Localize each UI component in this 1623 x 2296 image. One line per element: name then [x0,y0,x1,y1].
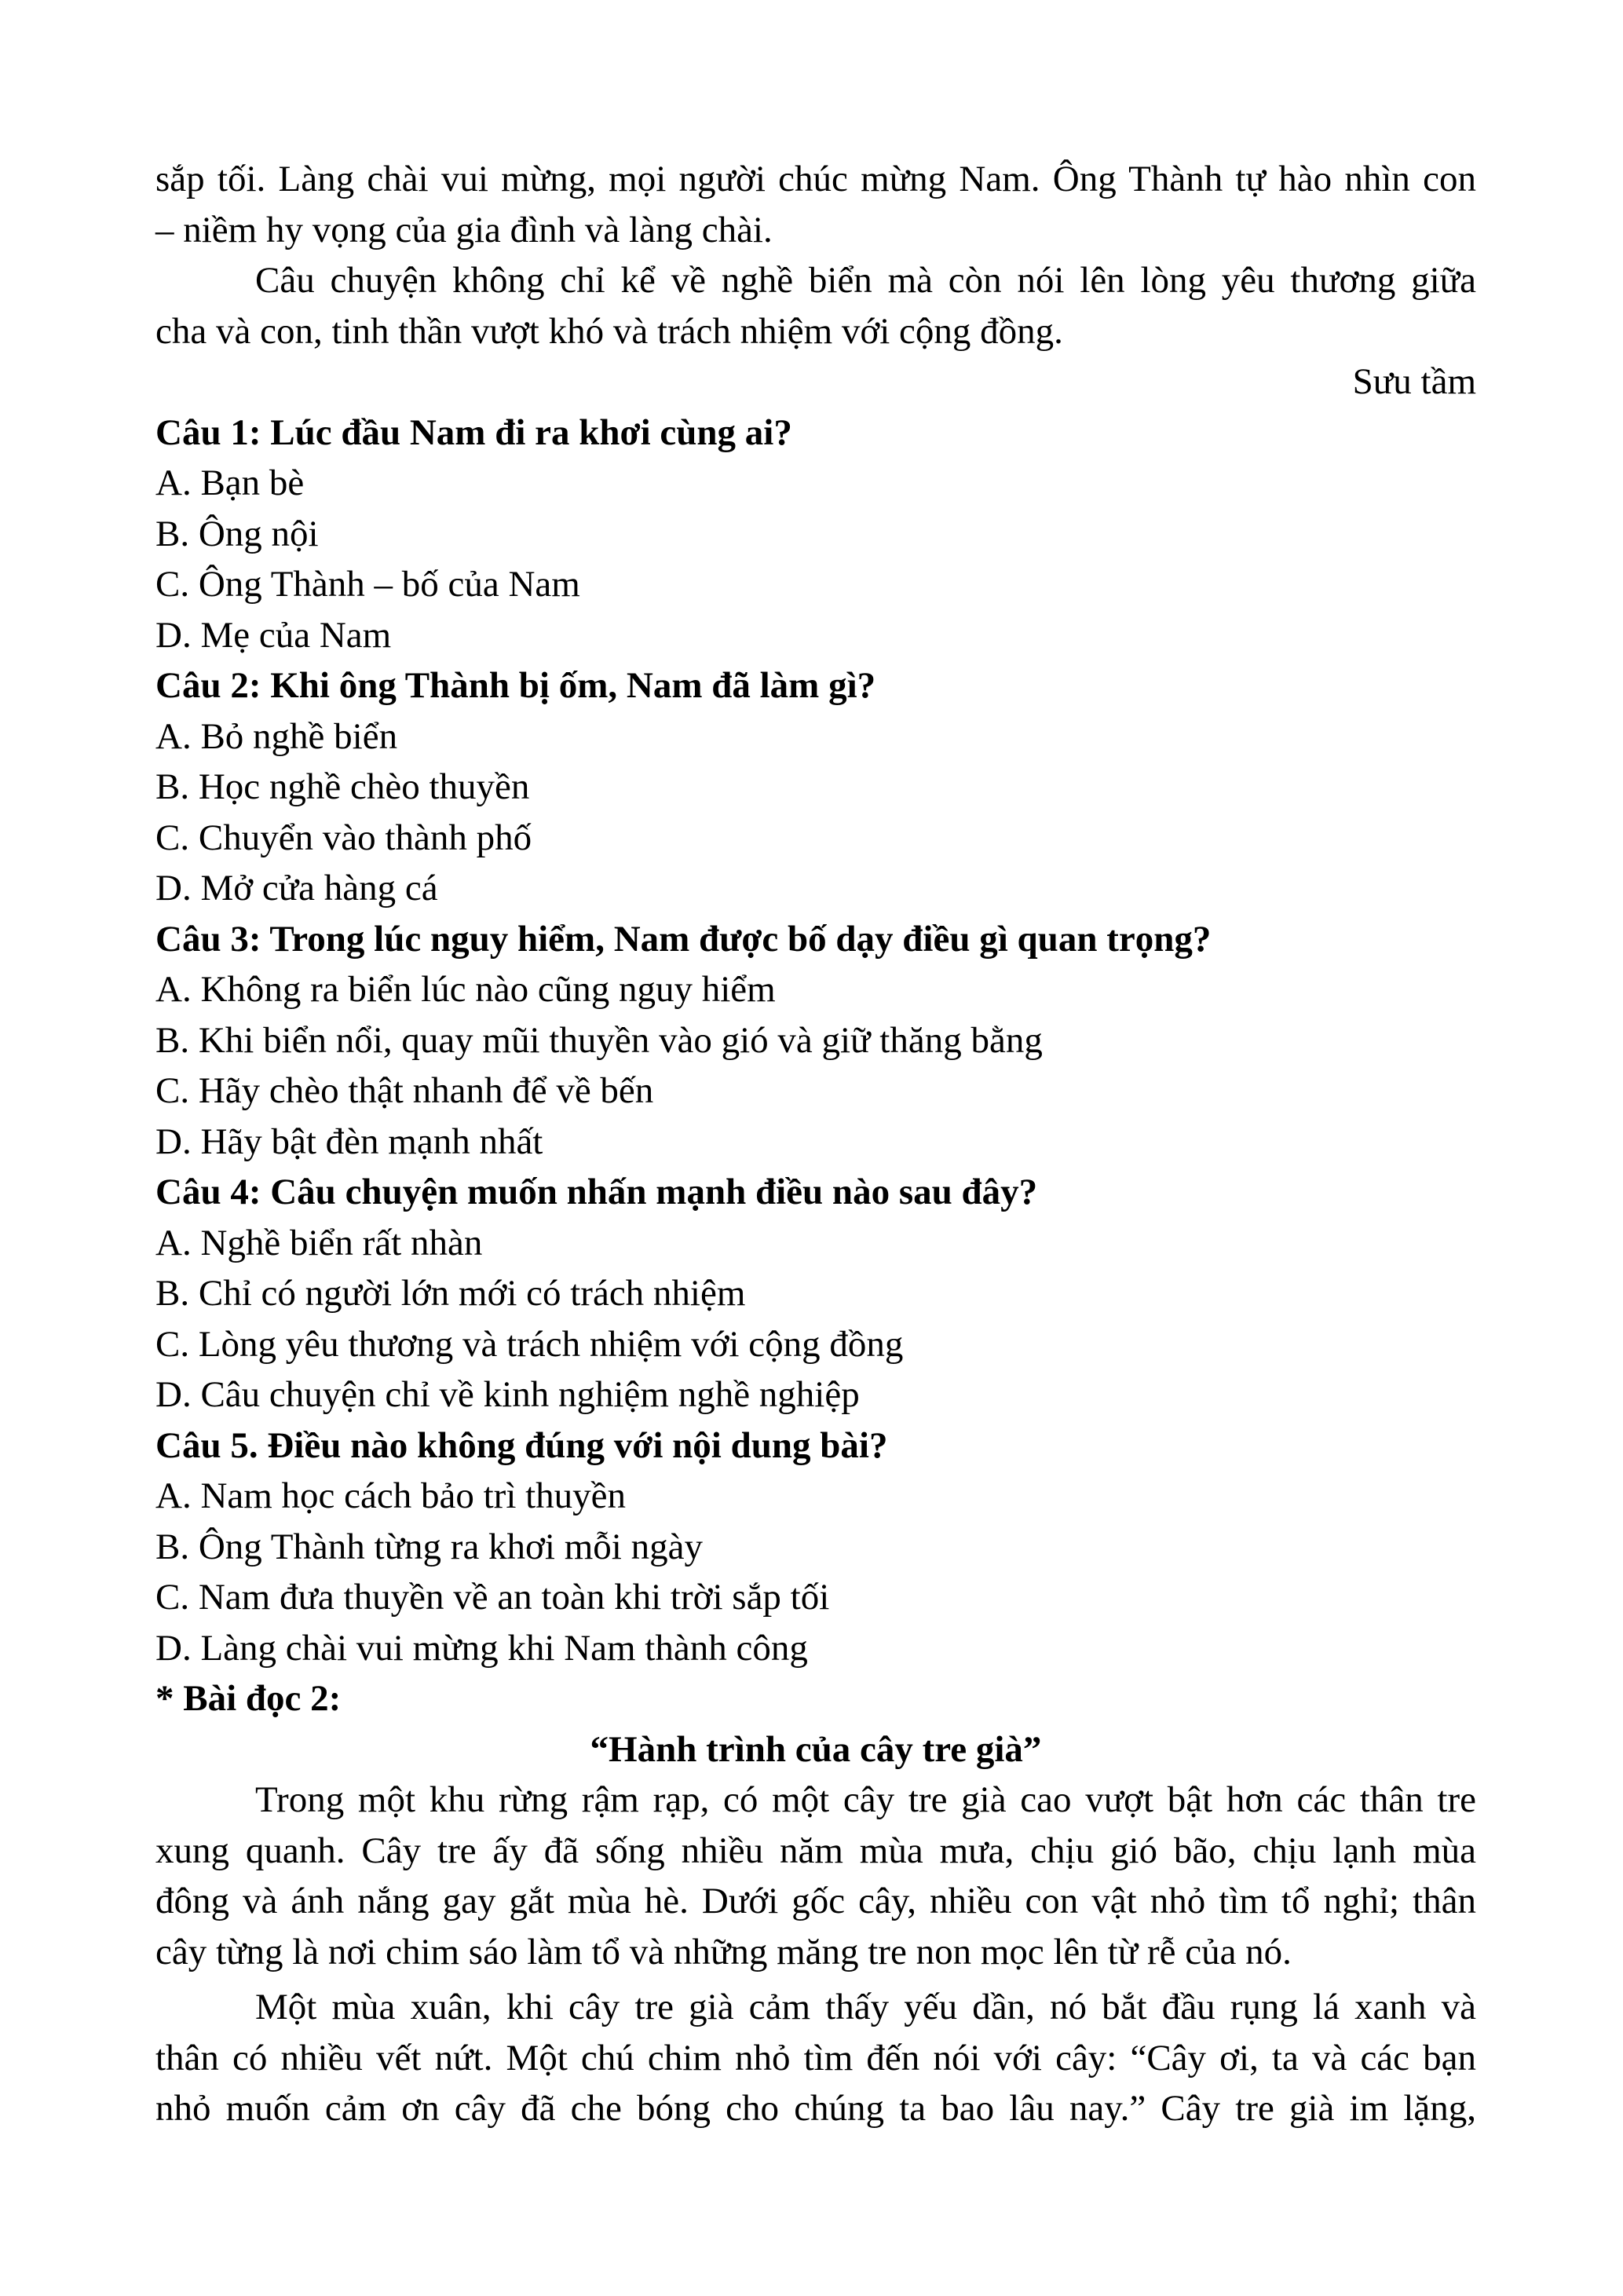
reading-paragraph-line: nhỏ muốn cảm ơn cây đã che bóng cho chúng ta bao lâu nay.” Cây tre già im lặng, [155,2088,1476,2129]
answer-option: D. Làng chài vui mừng khi Nam thành công [155,1627,808,1669]
reading-paragraph-line: đông và ánh nắng gay gắt mùa hè. Dưới gốc cây, nhiều con vật nhỏ tìm tổ nghỉ; thân [155,1881,1476,1921]
answer-option: A. Bỏ nghề biển [155,715,398,757]
answer-option: D. Mẹ của Nam [155,614,392,656]
reading-paragraph-line: Một mùa xuân, khi cây tre già cảm thấy yếu dần, nó bắt đầu rụng lá xanh và [255,1987,1476,2027]
reading-heading: * Bài đọc 2: [155,1678,342,1719]
reading-title: “Hành trình của cây tre già” [590,1728,1042,1770]
summary-text-line: cha và con, tinh thần vượt khó và trách nhiệm với cộng đồng. [155,310,1063,352]
question-title: Câu 5. Điều nào không đúng với nội dung bài? [155,1424,888,1466]
question-title: Câu 3: Trong lúc nguy hiểm, Nam được bố dạy điều gì quan trọng? [155,918,1212,960]
summary-text-line: Câu chuyện không chỉ kể về nghề biển mà còn nói lên lòng yêu thương giữa [255,260,1476,301]
answer-option: A. Bạn bè [155,462,305,503]
story-text-line: sắp tối. Làng chài vui mừng, mọi người chúc mừng Nam. Ông Thành tự hào nhìn con [155,159,1476,199]
document-page [155,154,1476,2134]
reading-paragraph-line: thân có nhiều vết nứt. Một chú chim nhỏ tìm đến nói với cây: “Cây ơi, ta và các bạn [155,2037,1476,2078]
question-title: Câu 4: Câu chuyện muốn nhấn mạnh điều nào sau đây? [155,1172,1038,1212]
reading-paragraph-line: xung quanh. Cây tre ấy đã sống nhiều năm mùa mưa, chịu gió bão, chịu lạnh mùa [155,1830,1476,1871]
question-title: Câu 1: Lúc đầu Nam đi ra khơi cùng ai? [155,411,792,453]
answer-option: C. Ông Thành – bố của Nam [155,564,580,605]
answer-option: B. Học nghề chèo thuyền [155,766,530,807]
story-text-line: – niềm hy vọng của gia đình và làng chài. [155,209,773,250]
answer-option: C. Lòng yêu thương và trách nhiệm với cộng đồng [155,1323,904,1365]
answer-option: A. Không ra biển lúc nào cũng nguy hiểm [155,969,776,1010]
answer-option: B. Ông Thành từng ra khơi mỗi ngày [155,1526,703,1567]
answer-option: D. Câu chuyện chỉ về kinh nghiệm nghề nghiệp [155,1374,860,1415]
reading-paragraph-line: cây từng là nơi chim sáo làm tổ và những măng tre non mọc lên từ rễ của nó. [155,1931,1292,1972]
answer-option: B. Ông nội [155,513,319,554]
answer-option: C. Hãy chèo thật nhanh để về bến [155,1070,654,1111]
answer-option: C. Nam đưa thuyền về an toàn khi trời sắp tối [155,1577,830,1618]
reading-paragraph-line: Trong một khu rừng rậm rạp, có một cây tre già cao vượt bật hơn các thân tre [255,1779,1476,1820]
answer-option: B. Khi biển nổi, quay mũi thuyền vào gió và giữ thăng bằng [155,1019,1043,1061]
answer-option: D. Hãy bật đèn mạnh nhất [155,1121,543,1162]
question-title: Câu 2: Khi ông Thành bị ốm, Nam đã làm gì? [155,665,876,706]
answer-option: A. Nam học cách bảo trì thuyền [155,1475,627,1516]
answer-option: C. Chuyển vào thành phố [155,817,532,858]
source-attribution: Sưu tầm [1352,361,1476,402]
answer-option: D. Mở cửa hàng cá [155,868,438,909]
answer-option: A. Nghề biển rất nhàn [155,1222,483,1263]
answer-option: B. Chỉ có người lớn mới có trách nhiệm [155,1273,746,1314]
